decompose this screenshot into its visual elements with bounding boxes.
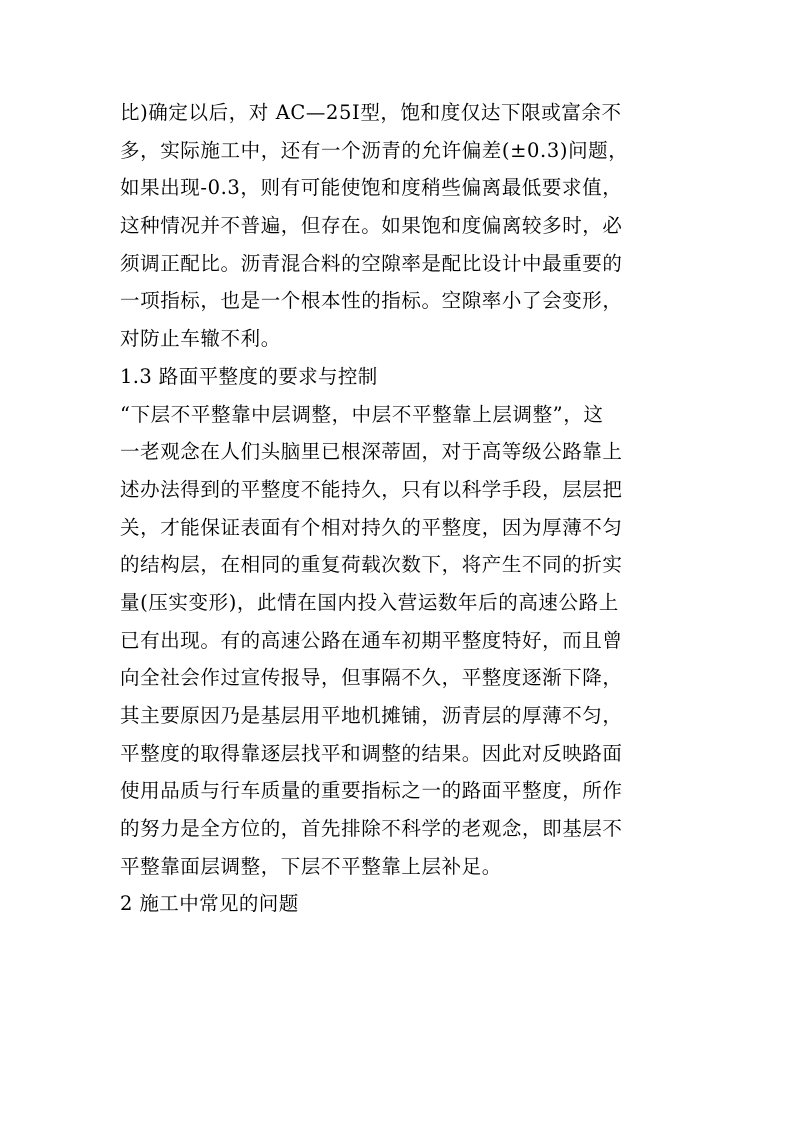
text-line: 的努力是全方位的，首先排除不科学的老观念，即基层不 — [120, 817, 623, 841]
text-line: 使用品质与行车质量的重要指标之一的路面平整度，所作 — [120, 779, 623, 803]
text-line: 平整度的取得靠逐层找平和调整的结果。因此对反映路面 — [120, 741, 623, 765]
text-line: 述办法得到的平整度不能持久，只有以科学手段，层层把 — [120, 477, 623, 501]
text-line: 如果出现-0.3，则有可能使饱和度稍些偏离最低要求值， — [120, 176, 623, 200]
text-line: 一老观念在人们头脑里已根深蒂固，对于高等级公路靠上 — [120, 440, 623, 464]
text-line: 比)确定以后，对 AC—25Ⅰ型，饱和度仅达下限或富余不 — [120, 101, 622, 124]
text-line: 多，实际施工中，还有一个沥青的允许偏差(±0.3)问题， — [120, 138, 629, 162]
text-line: 向全社会作过宣传报导，但事隔不久，平整度逐渐下降， — [120, 666, 623, 690]
text-line: 量(压实变形)，此情在国内投入营运数年后的高速公路上 — [120, 590, 619, 614]
section-heading-1-3: 1.3 路面平整度的要求与控制 — [120, 364, 378, 388]
text-line: 其主要原因乃是基层用平地机摊铺，沥青层的厚薄不匀， — [120, 704, 623, 727]
text-line: 已有出现。有的高速公路在通车初期平整度特好，而且曾 — [120, 628, 623, 652]
document-body — [120, 94, 680, 923]
paragraph-pavement-smoothness — [120, 396, 680, 886]
text-line: 对防止车辙不利。 — [120, 327, 281, 351]
section-heading-2: 2 施工中常见的问题 — [120, 892, 299, 916]
text-line: 的结构层，在相同的重复荷载次数下，将产生不同的折实 — [120, 553, 623, 577]
text-line: “下层不平整靠中层调整，中层不平整靠上层调整”，这 — [120, 402, 604, 426]
text-line: 关，才能保证表面有个相对持久的平整度，因为厚薄不匀 — [120, 515, 623, 539]
text-line: 平整靠面层调整，下层不平整靠上层补足。 — [120, 854, 502, 878]
text-line: 这种情况并不普遍，但存在。如果饱和度偏离较多时，必 — [120, 214, 623, 238]
paragraph-saturation-porosity — [120, 94, 680, 358]
text-line: 一项指标，也是一个根本性的指标。空隙率小了会变形， — [120, 289, 623, 313]
text-line: 须调正配比。沥青混合料的空隙率是配比设计中最重要的 — [120, 251, 623, 275]
